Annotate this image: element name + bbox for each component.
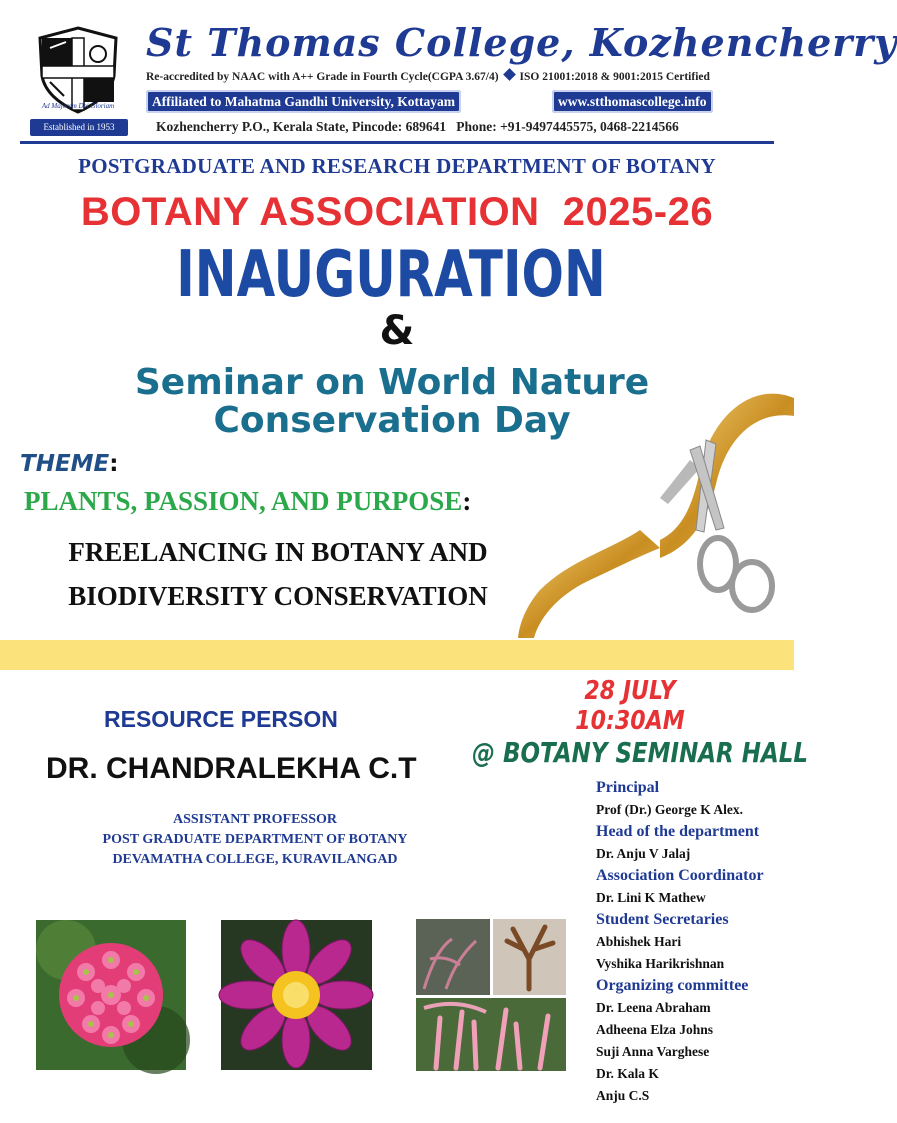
resource-college: DEVAMATHA COLLEGE, KURAVILANGAD <box>112 852 398 867</box>
committee-member: Dr. Lini K Mathew <box>596 890 706 905</box>
committee-coordinator <box>596 865 792 909</box>
committee-organizing <box>596 975 792 1107</box>
header-divider <box>20 141 774 144</box>
theme-label-text: THEME <box>20 451 110 477</box>
department-title: POSTGRADUATE AND RESEARCH DEPARTMENT OF BOTANY <box>78 154 716 178</box>
college-logo <box>30 24 126 118</box>
event-date-time <box>571 676 690 736</box>
seminar-title-line2: Conservation Day <box>213 400 571 441</box>
theme-subtitle <box>0 530 556 618</box>
committee-role: Principal <box>596 779 660 796</box>
committee-role: Organizing committee <box>596 977 749 994</box>
resource-person-name: DR. CHANDRALEKHA C.T <box>46 752 417 785</box>
association-title: BOTANY ASSOCIATION 2025-26 <box>80 190 714 234</box>
college-name: St Thomas College, Kozhencherry <box>146 20 897 65</box>
ampersand: & <box>379 308 415 354</box>
theme-label <box>20 451 118 477</box>
theme-subtitle-line1: FREELANCING IN BOTANY AND <box>68 537 488 567</box>
iso-certification: ISO 21001:2018 & 9001:2015 Certified <box>519 71 710 83</box>
committee-member: Prof (Dr.) George K Alex. <box>596 802 743 817</box>
committee-member: Adheena Elza Johns <box>596 1022 714 1037</box>
event-date: 28 JULY <box>584 676 676 706</box>
seminar-title-line1: Seminar on World Nature <box>134 362 650 403</box>
theme-title-text: PLANTS, PASSION, AND PURPOSE <box>24 486 463 516</box>
committee-role: Association Coordinator <box>596 867 764 884</box>
diamond-separator-icon <box>503 68 516 81</box>
flower-cluster-icon <box>36 920 186 1070</box>
resource-department: POST GRADUATE DEPARTMENT OF BOTANY <box>102 832 408 847</box>
theme-title <box>24 486 471 517</box>
pink-fungi-icon <box>416 998 566 1071</box>
committee-list <box>596 777 792 1107</box>
accreditation-line <box>146 70 710 83</box>
committee-member: Abhishek Hari <box>596 934 682 949</box>
water-lily-icon <box>221 920 372 1070</box>
committee-member: Dr. Anju V Jalaj <box>596 846 691 861</box>
naac-accreditation: Re-accredited by NAAC with A++ Grade in Fourth Cycle(CGPA 3.67/4) <box>146 71 499 83</box>
committee-role: Head of the department <box>596 823 760 840</box>
committee-hod <box>596 821 792 865</box>
collage-photo-bottom <box>416 998 566 1071</box>
college-address: Kozhencherry P.O., Kerala State, Pincode: 689641 Phone: +91-9497445575, 0468-2214566 <box>156 119 679 134</box>
affiliation-badge: Affiliated to Mahatma Gandhi University, Kottayam <box>146 90 461 113</box>
event-venue: @ BOTANY SEMINAR HALL <box>472 736 808 769</box>
brown-coral-fungus-icon <box>493 919 566 995</box>
committee-member: Dr. Leena Abraham <box>596 1000 711 1015</box>
resource-person-heading: RESOURCE PERSON <box>104 706 338 732</box>
inauguration-title: INAUGURATION <box>176 238 606 312</box>
committee-principal <box>596 777 792 821</box>
water-lily-photo <box>221 920 372 1070</box>
committee-member: Suji Anna Varghese <box>596 1044 710 1059</box>
website-link[interactable]: www.stthomascollege.info <box>552 90 713 113</box>
resource-designation: ASSISTANT PROFESSOR <box>172 812 338 827</box>
coral-plant-icon <box>416 919 490 995</box>
event-time: 10:30AM <box>575 706 685 736</box>
established-badge: Established in 1953 <box>30 119 128 136</box>
pink-flower-cluster-photo <box>36 920 186 1070</box>
collage-photo-top-left <box>416 919 490 995</box>
logo-motto: Ad Majorem Dei Gloriam <box>41 102 115 110</box>
committee-member: Anju C.S <box>596 1088 650 1103</box>
committee-secretaries <box>596 909 792 975</box>
yellow-divider-band <box>0 640 794 670</box>
committee-member: Vyshika Harikrishnan <box>596 956 725 971</box>
committee-member: Dr. Kala K <box>596 1066 659 1081</box>
resource-person-details <box>48 810 462 870</box>
collage-photo-top-right <box>493 919 566 995</box>
theme-title-colon: : <box>462 486 472 516</box>
fungi-collage <box>416 919 566 1071</box>
committee-role: Student Secretaries <box>596 911 729 928</box>
theme-label-colon: : <box>109 451 119 477</box>
theme-subtitle-line2: BIODIVERSITY CONSERVATION <box>68 581 488 611</box>
